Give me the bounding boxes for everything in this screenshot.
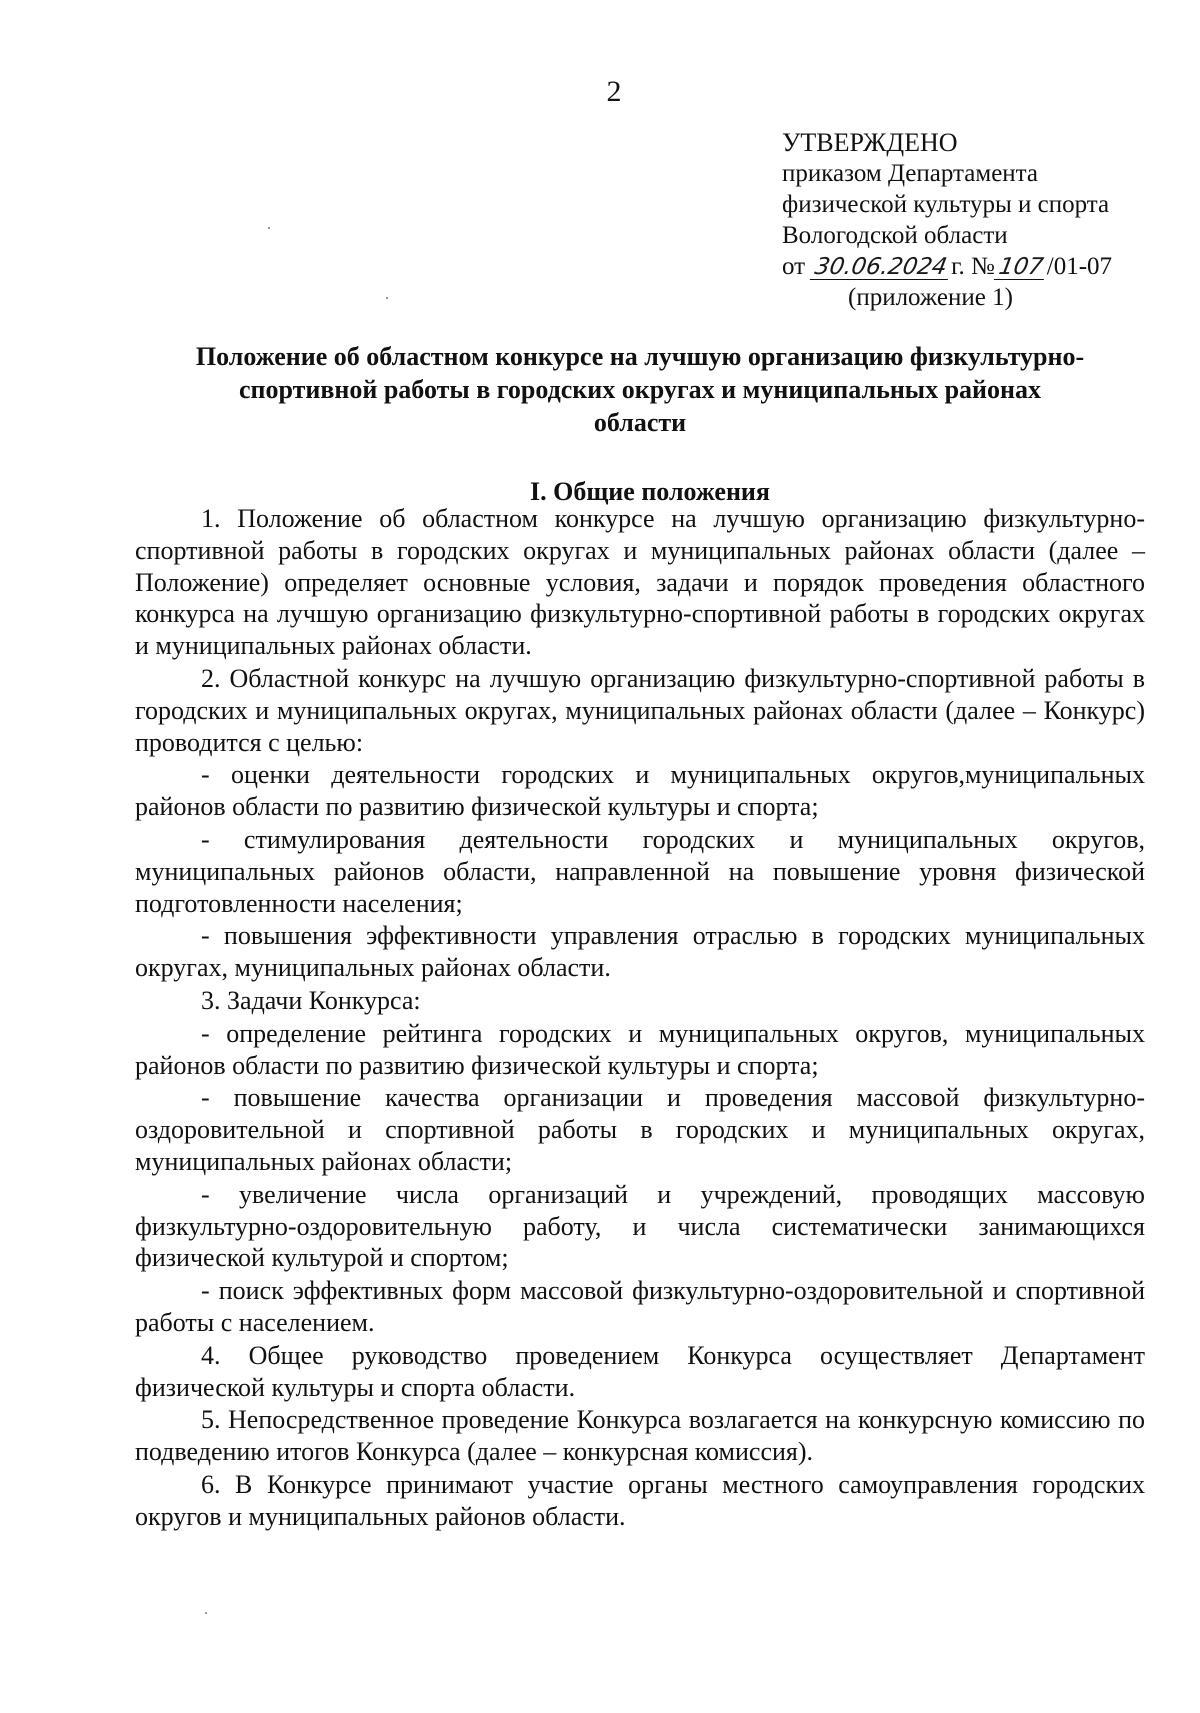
order-date-handwritten: 30.06.2024: [810, 255, 952, 280]
paragraph: - повышения эффективности управления отраслью в городских муниципальных округах, муниципальных районах области.: [135, 921, 1145, 983]
paragraph: 1. Положение об областном конкурсе на лучшую организацию физкультурно-спортивной работы в городских округах и муниципальных районах области (далее – Положение) определяет основные условия, задачи и порядок проведения областного конкурса на лучшую организацию физкультурно-спортивной работы в городских округах и муниципальных районах области.: [135, 504, 1145, 661]
scan-speck: [386, 297, 388, 299]
order-number-suffix: /01-07: [1046, 253, 1113, 280]
appendix-label: (приложение 1): [848, 284, 1013, 311]
scan-speck: [268, 227, 270, 229]
approval-stamp: [782, 127, 1112, 313]
paragraph: - поиск эффективных форм массовой физкультурно-оздоровительной и спортивной работы с населением.: [135, 1276, 1145, 1337]
order-reference: [782, 251, 1112, 282]
paragraph: - определение рейтинга городских и муниципальных округов, муниципальных районов области по развитию физической культуры и спорта;: [135, 1018, 1145, 1080]
page-number: 2: [606, 75, 622, 108]
paragraph: - оценки деятельности городских и муниципальных округов,муниципальных районов области по развитию физической культуры и спорта;: [135, 760, 1145, 822]
paragraph: - увеличение числа организаций и учреждений, проводящих массовую физкультурно-оздоровительную работу, и числа систематически занимающихся физической культурой и спортом;: [135, 1179, 1145, 1273]
order-from-label: от: [782, 253, 806, 280]
scan-speck: [205, 1612, 207, 1614]
order-number-handwritten: 107: [994, 255, 1048, 280]
paragraph: - повышение качества организации и проведения массовой физкультурно-оздоровительной и спортивной работы в городских и муниципальных округах, муниципальных районах области;: [135, 1083, 1145, 1176]
paragraph: 3. Задачи Конкурса:: [201, 985, 421, 1015]
paragraph: 5. Непосредственное проведение Конкурса возлагается на конкурсную комиссию по подведению итогов Конкурса (далее – конкурсная комиссия).: [135, 1405, 1145, 1467]
paragraph: 6. В Конкурсе принимают участие органы местного самоуправления городских округов и муниципальных районов области.: [135, 1469, 1145, 1531]
section-title: I. Общие положения: [530, 477, 770, 506]
approval-title: УТВЕРЖДЕНО: [782, 128, 958, 157]
paragraph: 2. Областной конкурс на лучшую организацию физкультурно-спортивной работы в городских и муниципальных округах, муниципальных районах области (далее – Конкурс) проводится с целью:: [135, 663, 1145, 757]
approval-line-1: приказом Департамента: [782, 160, 1038, 187]
order-year-suffix: г. №: [951, 253, 995, 280]
paragraph: - стимулирования деятельности городских и муниципальных округов, муниципальных районов области, направленной на повышение уровня физической подготовленности населения;: [135, 824, 1145, 918]
document-body: [135, 503, 1145, 1533]
approval-line-2: физической культуры и спорта: [782, 191, 1110, 218]
document-title: Положение об областном конкурсе на лучшую организацию физкультурно-спортивной работы в городских округах и муниципальных районах области: [195, 342, 1085, 437]
approval-line-3: Вологодской области: [782, 222, 1008, 249]
paragraph: 4. Общее руководство проведением Конкурса осуществляет Департамент физической культуры и спорта области.: [135, 1340, 1145, 1402]
